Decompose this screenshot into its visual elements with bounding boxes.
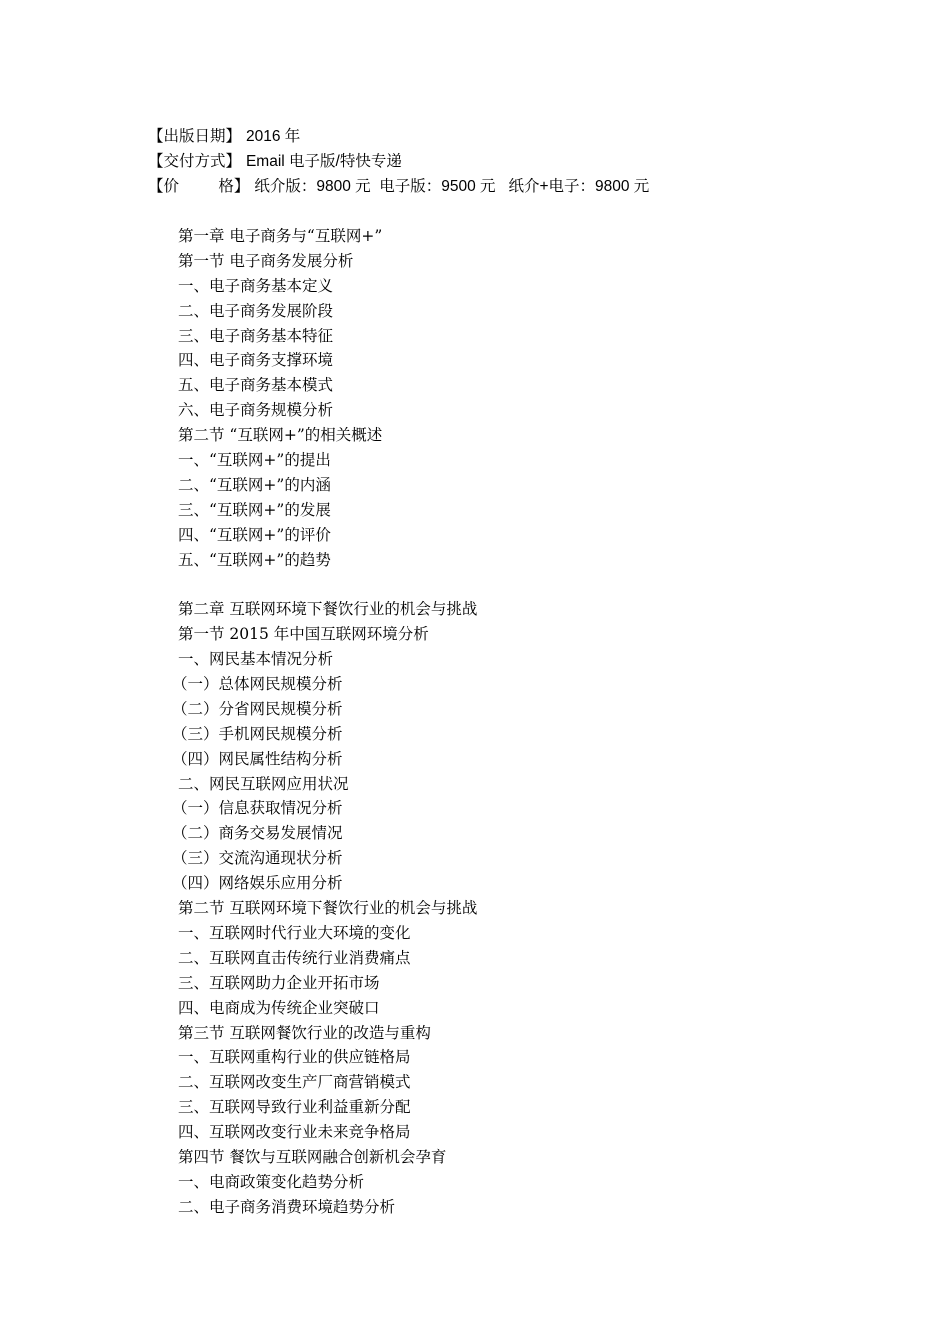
toc-subitem: （四）网络娱乐应用分析 [172, 874, 343, 893]
toc-item: 四、电商成为传统企业突破口 [178, 998, 380, 1017]
toc-subitem: （二）商务交易发展情况 [172, 824, 343, 843]
toc-subitem: （三）交流沟通现状分析 [172, 849, 343, 868]
toc-subitem: （一）总体网民规模分析 [172, 675, 343, 694]
publish-date-label: 【出版日期】 [148, 127, 242, 145]
chapter-gap [178, 572, 477, 597]
toc-subitem: （三）手机网民规模分析 [172, 724, 343, 743]
toc-subitem: （二）分省网民规模分析 [172, 699, 343, 718]
toc-item: 二、互联网直击传统行业消费痛点 [178, 948, 411, 967]
toc-item: 四、互联网改变行业未来竞争格局 [178, 1123, 411, 1142]
toc-item: 一、电子商务基本定义 [178, 276, 334, 295]
toc-item: 三、电子商务基本特征 [178, 326, 334, 345]
toc-item: 五、“互联网+”的趋势 [178, 550, 331, 569]
chapter-1-title: 第一章 电子商务与“互联网+” [178, 227, 383, 245]
price-value: 纸介版：9800 元 电子版：9500 元 纸介+电子：9800 元 [254, 178, 650, 195]
toc-item: 二、“互联网+”的内涵 [178, 475, 331, 494]
toc-item: 六、电子商务规模分析 [178, 401, 334, 420]
price-line [148, 174, 649, 199]
toc-item: 二、电子商务发展阶段 [178, 301, 334, 320]
publish-date-value: 2016 年 [245, 128, 301, 145]
toc-item: 一、“互联网+”的提出 [178, 451, 331, 470]
toc-item: 一、互联网时代行业大环境的变化 [178, 923, 411, 942]
toc-item: 三、互联网助力企业开拓市场 [178, 973, 380, 992]
ch1-section-2-title: 第二节 “互联网+”的相关概述 [178, 426, 383, 445]
toc-subitem: （四）网民属性结构分析 [172, 749, 343, 768]
delivery-method-line [148, 149, 649, 174]
toc-item: 一、网民基本情况分析 [178, 650, 334, 669]
toc-item: 一、电商政策变化趋势分析 [178, 1172, 365, 1191]
ch2-section-2-title: 第二节 互联网环境下餐饮行业的机会与挑战 [178, 899, 478, 918]
table-of-contents [172, 224, 478, 1220]
toc-item: 三、“互联网+”的发展 [178, 500, 331, 519]
report-meta [148, 124, 649, 199]
delivery-method-value: Email 电子版/特快专递 [245, 153, 402, 170]
ch2-section-3-title: 第三节 互联网餐饮行业的改造与重构 [178, 1023, 431, 1042]
delivery-method-label: 【交付方式】 [148, 152, 242, 170]
chapter-2-title: 第二章 互联网环境下餐饮行业的机会与挑战 [178, 600, 478, 619]
toc-item: 四、“互联网+”的评价 [178, 525, 331, 544]
toc-item: 二、网民互联网应用状况 [178, 774, 349, 793]
publish-date-line [148, 124, 649, 149]
toc-subitem: （一）信息获取情况分析 [172, 799, 343, 818]
toc-item: 四、电子商务支撑环境 [178, 351, 334, 370]
toc-item: 一、互联网重构行业的供应链格局 [178, 1048, 411, 1067]
ch2-section-1-title: 第一节 2015 年中国互联网环境分析 [178, 625, 429, 644]
toc-item: 三、互联网导致行业利益重新分配 [178, 1098, 411, 1117]
ch2-section-4-title: 第四节 餐饮与互联网融合创新机会孕育 [178, 1147, 447, 1166]
toc-item: 二、电子商务消费环境趋势分析 [178, 1197, 396, 1216]
price-label: 【价 格】 [148, 177, 250, 195]
toc-item: 五、电子商务基本模式 [178, 376, 334, 395]
ch1-section-1-title: 第一节 电子商务发展分析 [178, 251, 354, 270]
toc-item: 二、互联网改变生产厂商营销模式 [178, 1073, 411, 1092]
